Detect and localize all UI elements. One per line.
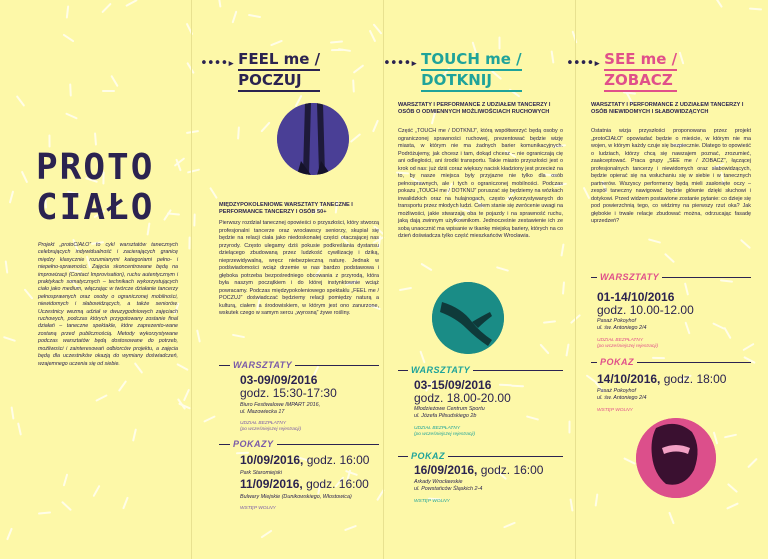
title-cialo: CIAŁO [36, 187, 155, 228]
feel-title-1: FEEL me / [238, 50, 320, 71]
decorative-dash [237, 127, 240, 140]
decorative-dash [353, 64, 365, 73]
decorative-dash [94, 133, 97, 146]
see-workshop-place-1: Pasaż Pokoyhof [597, 318, 636, 324]
decorative-dash [586, 374, 598, 383]
decorative-dash [344, 525, 357, 531]
touch-show-note: WSTĘP WOLNY [414, 499, 450, 504]
decorative-dash [261, 529, 273, 538]
decorative-dash [372, 24, 382, 35]
decorative-dash [727, 483, 738, 493]
touch-title-1: TOUCH me / [421, 50, 521, 71]
decorative-dash [503, 521, 516, 528]
decorative-dash [623, 457, 636, 465]
see-show1-place-2: ul. św. Antoniego 2/4 [597, 395, 647, 401]
feel-image [277, 103, 349, 175]
decorative-dash [102, 90, 115, 92]
decorative-dash [186, 130, 199, 134]
decorative-dash [539, 344, 549, 355]
feel-show1-time: godz. 16:00 [306, 453, 370, 467]
decorative-dash [123, 496, 130, 509]
feel-show1-date: 10/09/2016, [240, 453, 304, 467]
title-proto: PROTO [36, 147, 155, 188]
decorative-dash [399, 287, 412, 291]
decorative-dash [369, 30, 376, 43]
touch-show-label: POKAZ [408, 451, 448, 461]
decorative-dash [163, 210, 172, 222]
decorative-dash [713, 432, 718, 445]
feel-show2-place: Bulwary Miejskie (Dunikowskiego, Włostowica) [240, 494, 352, 500]
decorative-dash [499, 36, 501, 49]
decorative-dash [743, 343, 755, 351]
decorative-dash [248, 14, 261, 18]
decorative-dash [740, 239, 751, 249]
see-show1-date: 14/10/2016, [597, 372, 661, 386]
touch-workshop-place-2: ul. Józefa Piłsudskiego 2b [414, 413, 477, 419]
feel-show2-date: 11/09/2016, [240, 477, 303, 491]
decorative-dash [11, 407, 15, 420]
decorative-dash [69, 83, 72, 96]
decorative-dash [6, 528, 13, 541]
decorative-dash [749, 7, 762, 10]
decorative-dash [118, 380, 127, 392]
feel-show2-time: godz. 16:00 [306, 477, 369, 491]
see-show-label: POKAZ [597, 357, 637, 367]
decorative-dash [66, 6, 69, 19]
decorative-dash [570, 498, 574, 511]
decorative-dash [126, 0, 138, 7]
decorative-dash [679, 52, 685, 65]
decorative-dash [720, 280, 733, 283]
decorative-dash [372, 120, 379, 133]
decorative-dash [595, 493, 599, 506]
decorative-dash [352, 80, 355, 93]
decorative-dash [93, 485, 101, 497]
touch-show1 [414, 463, 543, 477]
decorative-dash [330, 41, 343, 44]
see-workshop-time: godz. 10.00-12.00 [597, 303, 694, 317]
see-show1-time: godz. 18:00 [663, 372, 727, 386]
decorative-dash [15, 95, 24, 107]
decorative-dash [23, 288, 33, 299]
decorative-dash [331, 49, 344, 51]
decorative-dash [568, 421, 570, 434]
decorative-dash [110, 75, 118, 87]
decorative-dash [270, 40, 283, 47]
feel-description: Pierwszy rozdział tanecznej opowieści o przyszłości, który stworzą profesjonalni tancerze oraz wrocławscy seniorzy, skupiał się będzie na relacji ciała jako niedoskonałej części otaczającej nas przyrody. Często ulegamy dziś pokusie podkreślania dystansu dzielącego zbudowaną przez ludzkość cywilizację i dziką, nieprzewidywalną, wręcz niebezpieczną naturę. Jednak w podświadomości wciąż drzemie w nas bardzo podstawowa i głęboka potrzeba bezpośredniego obcowania z przyrodą, która była naszym początkiem i do której instynktownie wciąż powracamy. Podczas międzypokoleniowego spektaklu „FEEL me / POCZUJ” doświadczać będziemy relacji pomiędzy naturą a kulturą, ciałem a środowiskiem, w którym jest ono zanurzone, wskutek czego w samym sercu „wyrosną” żywe rośliny. [219, 220, 379, 316]
hand-illustration-icon [432, 282, 504, 354]
touch-show1-place-1: Arkady Wrocławskie [414, 479, 463, 485]
touch-show1-place-2: ul. Powstańców Śląskich 2-4 [414, 486, 483, 492]
feel-workshop-title: MIĘDZYPOKOLENIOWE WARSZTATY TANECZNE I PERFORMANCE TANCERZY I OSÓB 50+ [219, 202, 353, 216]
feel-workshop-note-2: (po wcześniejszej rejestracji) [240, 427, 302, 432]
see-workshop-note-1: UDZIAŁ BEZPŁATNY [597, 338, 644, 343]
touch-title-2: DOTKNIJ [421, 71, 521, 92]
touch-workshop-title: WARSZTATY I PERFORMANCE Z UDZIAŁEM TANCERZY I OSÓB O ODMIENNYCH MOŻLIWOŚCIACH RUCHOWYCH [398, 102, 551, 116]
decorative-dash [499, 384, 512, 387]
decorative-dash [724, 434, 737, 439]
face-illustration-icon [636, 418, 716, 498]
decorative-dash [747, 458, 758, 469]
decorative-dash [61, 501, 72, 511]
see-title-1: SEE me / [604, 50, 677, 71]
feel-workshop-time: godz. 15:30-17:30 [240, 386, 337, 400]
touch-workshop-note-1: UDZIAŁ BEZPŁATNY [414, 426, 461, 431]
see-title-2: ZOBACZ [604, 71, 677, 92]
decorative-dash [187, 168, 200, 173]
project-intro: Projekt „protoCIAŁO” to cykl warsztatów tanecznych celebrujących indywidualność i zacierających granicę między klasycznie rozumianymi kategoriami pełno- i niepełno-sprawności. Zajęcia skoncentrowane będą na improwizacji (Contact Improvisation), ruchu autentycznym i praktykach somatycznych – technikach wykorzystujących ciało jako medium, włączając w twórcze działanie tancerzy pełnosprawnych oraz osoby o ograniczonej mobilności, niewidomych i słabowidzących, a także seniorów. Uczestnicy wezmą udział w dwuzygodniowych zajęciach ruchowych, podczas których przygotowany zostanie final działań – taneczne spektakle, które zaprezento-wane zostaną przed publicznością. Metody wykorzystywane podczas warsztatów będą dostosowane do potrzeb, możliwości i zainteresowań odbiorców projektu, a zajęcia będą dla uczestników okazją do wymiany doświadczeń, wzajemnego uczenia się od siebie. [38, 242, 178, 367]
decorative-dash [132, 428, 137, 441]
decorative-dash [561, 243, 565, 256]
decorative-dash [664, 252, 675, 262]
fold-line [191, 0, 192, 559]
decorative-dash [668, 511, 675, 524]
touch-show1-time: godz. 16:00 [480, 463, 544, 477]
decorative-dash [183, 388, 190, 401]
decorative-dash [712, 322, 725, 329]
decorative-dash [217, 0, 221, 8]
see-show-note: WSTĘP WOLNY [597, 408, 633, 413]
decorative-dash [350, 133, 361, 143]
decorative-dash [496, 266, 509, 272]
decorative-dash [511, 385, 524, 388]
decorative-dash [565, 343, 569, 356]
arrow-icon: ••••▸ [383, 56, 418, 71]
feel-workshop-label: WARSZTATY [230, 360, 295, 370]
decorative-dash [526, 416, 539, 421]
see-workshop-place-2: ul. św. Antoniego 2/4 [597, 325, 647, 331]
decorative-dash [21, 171, 28, 184]
see-workshop-date: 01-14/10/2016 [597, 290, 675, 304]
decorative-dash [260, 122, 270, 133]
decorative-dash [65, 112, 78, 119]
decorative-dash [420, 350, 426, 363]
decorative-dash [551, 51, 555, 64]
see-header [566, 50, 677, 92]
legs-illustration-icon [277, 103, 349, 175]
decorative-dash [562, 282, 565, 295]
feel-show1-place: Park Staromiejski [240, 470, 282, 476]
decorative-dash [63, 473, 69, 486]
decorative-dash [232, 11, 238, 24]
decorative-dash [9, 191, 14, 204]
decorative-dash [209, 187, 218, 199]
decorative-dash [203, 415, 216, 422]
decorative-dash [652, 356, 665, 358]
decorative-dash [715, 0, 724, 8]
decorative-dash [683, 282, 688, 295]
decorative-dash [17, 423, 22, 436]
decorative-dash [582, 186, 590, 198]
arrow-icon: ••••▸ [200, 56, 235, 71]
arrow-icon: ••••▸ [566, 56, 601, 71]
decorative-dash [3, 336, 16, 342]
touch-workshop-date: 03-15/09/2016 [414, 378, 492, 392]
see-workshop-title: WARSZTATY I PERFORMANCE Z UDZIAŁEM TANCERZY I OSÓB NIEWIDOMYCH I SŁABOWIDZĄCYCH [591, 102, 744, 116]
decorative-dash [167, 212, 180, 215]
feel-show-note: WSTĘP WOLNY [240, 506, 276, 511]
decorative-dash [232, 334, 245, 339]
decorative-dash [421, 262, 433, 271]
see-workshop-note-2: (po wcześniejszej rejestracji) [597, 344, 659, 349]
touch-header [383, 50, 522, 92]
touch-workshop-label: WARSZTATY [408, 365, 473, 375]
decorative-dash [37, 511, 50, 514]
decorative-dash [177, 363, 189, 371]
decorative-dash [102, 3, 113, 14]
decorative-dash [724, 327, 732, 339]
feel-show2 [240, 477, 369, 491]
see-show1-place-1: Pasaż Pokoyhof [597, 388, 636, 394]
see-image [636, 418, 716, 498]
decorative-dash [684, 321, 690, 334]
touch-workshop-place-1: Młodzieżowe Centrum Sportu [414, 406, 485, 412]
touch-workshop-time: godz. 18.00-20.00 [414, 391, 511, 405]
touch-description: Część „TOUCH me / DOTKNIJ”, którą współtworzyć będą osoby o ograniczonej sprawności ruchowej, prezentować będzie wizję miasta, w którym nie ma żadnych barier komunikacyjnych. Podróżujemy, jak chcesz i tam, dokąd chcesz – nie ograniczają cię ani odległości, ani środki transportu. Takie miasto przyszłości jest o krok od nas: już dziś coraz większy nacisk kładziony jest przecież na to, by nasze miejsca były przyjazne nie tylko dla osób pełnosprawnych, ale i tych o ograniczonej mobilności. Podczas pokazu „TOUCH me / DOTKNIJ” poruszać się będziemy na wózkach inwalidzkich oraz na hulajnogach, często wykorzystywanych do transportu przez młodych ludzi. Celem stanie się zwrócenie uwagi na możliwości, jakie stwarzają oba te pojazdy i na sprawność ruchu, jaką dają zwinnym użytkownikom. Jednocześnie zestawienie ich ze sobą unaocznić ma wpisanie w tkankę miejską bariery, których na co dzień doświadcza tylko część mieszkańców Wrocławia. [398, 128, 563, 239]
see-show1 [597, 372, 726, 386]
touch-image [432, 282, 504, 354]
feel-workshop-date: 03-09/09/2016 [240, 373, 318, 387]
feel-shows-label: POKAZY [230, 439, 277, 449]
touch-workshop-note-2: (po wcześniejszej rejestracji) [414, 432, 476, 437]
decorative-dash [63, 34, 75, 43]
feel-title-2: POCZUJ [238, 71, 320, 92]
decorative-dash [96, 394, 109, 402]
decorative-dash [543, 320, 556, 323]
feel-show1 [240, 453, 369, 467]
feel-workshop-note-1: UDZIAŁ BEZPŁATNY [240, 421, 287, 426]
feel-workshop-place-1: Biuro Festiwalowe IMPART 2016, [240, 402, 321, 408]
decorative-dash [196, 330, 201, 343]
see-description: Ostatnia wizja przyszłości proponowana przez projekt „protoCIAŁO” opowiadać będzie o mieście, w którym nie ma wojen, w którym każdy czuje się bezpiecznie. Dlatego to opowieść o ludziach, którzy chcą się nawzajem poznać, zrozumieć, zaakceptować. Praca grupy „SEE me / ZOBACZ”, łączącej profesjonalnych tancerzy i niewidomych oraz słabowidzących, będzie opierać się na wsłuchaniu się w siebie i w tanecznych partnerów. Wszyscy performerzy będą mieli zasłonięte oczy – zespół taneczny nawigować będzie głównie dzięki słuchowi i dotykowi. Przed widzem postawione zostanie pytanie: co dzieje się pod powierzchnią tego, co widzimy na pierwszy rzut oka? Jak głębokie i trwałe relacje zbudować można, odrzucając fasadę uprzedzeń? [591, 128, 751, 224]
decorative-dash [193, 214, 195, 227]
decorative-dash [648, 239, 661, 244]
decorative-dash [726, 502, 739, 509]
touch-show1-date: 16/09/2016, [414, 463, 478, 477]
decorative-dash [5, 260, 9, 273]
feel-workshop-place-2: ul. Mazowiecka 17 [240, 409, 285, 415]
feel-header [200, 50, 320, 92]
see-workshop-label: WARSZTATY [597, 272, 662, 282]
